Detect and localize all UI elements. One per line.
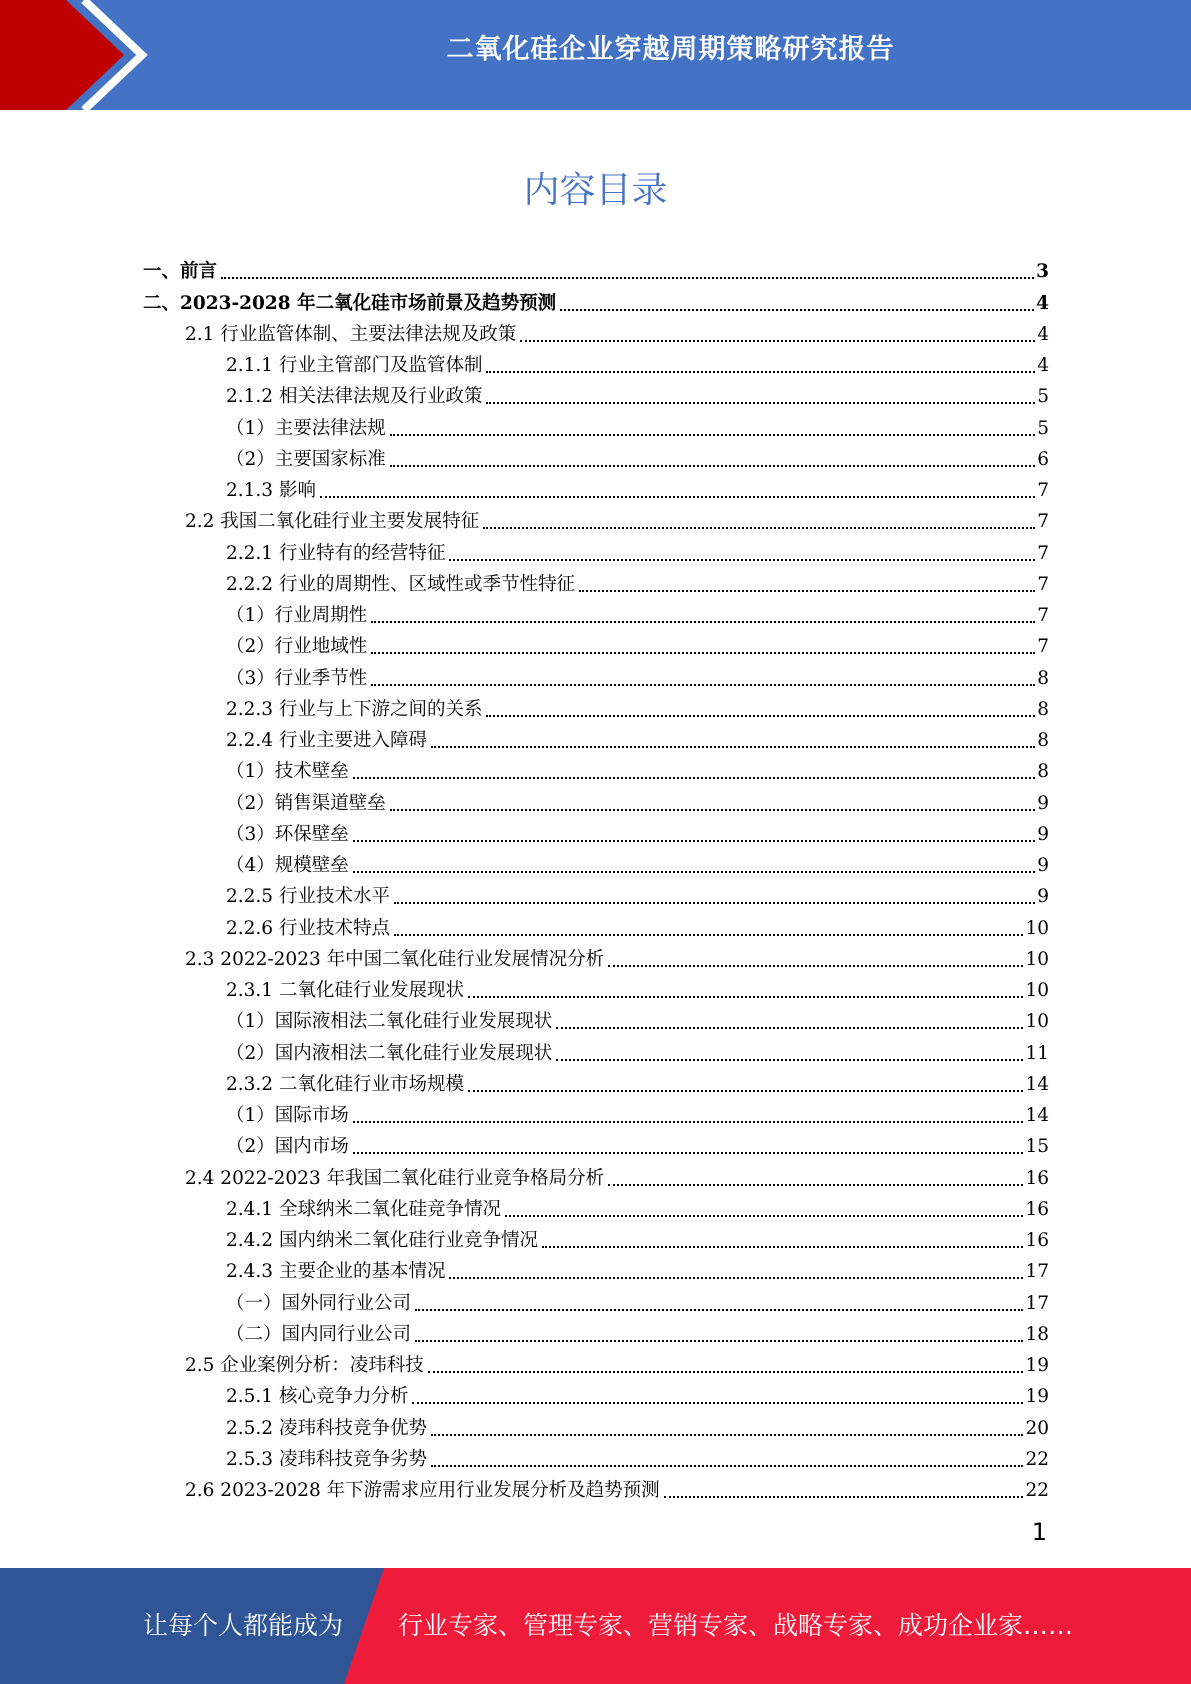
toc-entry-page: 10 [1025,980,1049,1001]
toc-dot-leader [371,651,1035,654]
toc-entry[interactable] [143,1129,1049,1160]
toc-entry-title: 2.5.2 凌玮科技竞争优势 [226,1417,427,1439]
toc-entry-page: 7 [1037,542,1049,564]
toc-entry-page: 7 [1037,605,1049,626]
toc-entry-page: 10 [1025,1011,1049,1033]
toc-entry-title: 2.5.3 凌玮科技竞争劣势 [226,1448,427,1470]
toc-entry[interactable] [143,254,1049,285]
toc-dot-leader [431,745,1035,748]
toc-entry-title: 2.2.4 行业主要进入障碍 [226,730,427,751]
footer-slogan-left: 让每个人都能成为 [143,1611,344,1640]
toc-entry-title: 2.4.3 主要企业的基本情况 [226,1261,446,1283]
toc-dot-leader [371,683,1035,686]
toc-entry-page: 9 [1037,823,1049,845]
toc-entry[interactable] [143,1410,1049,1441]
toc-entry-page: 8 [1037,730,1049,751]
toc-entry-title: 2.3 2022-2023 年中国二氧化硅行业发展情况分析 [185,948,605,970]
toc-entry-page: 22 [1025,1480,1049,1501]
toc-entry-page: 20 [1025,1417,1049,1439]
toc-entry-title: 2.4.1 全球纳米二氧化硅竞争情况 [226,1198,501,1220]
toc-entry-title: （2）国内液相法二氧化硅行业发展现状 [226,1042,553,1064]
toc-entry[interactable] [143,598,1049,629]
toc-entry[interactable] [143,879,1049,910]
toc-entry-page: 9 [1037,886,1049,908]
toc-entry-title: 2.1.1 行业主管部门及监管体制 [226,355,483,376]
toc-dot-leader [353,870,1035,873]
toc-dot-leader [486,714,1035,717]
toc-dot-leader [431,1433,1023,1436]
toc-dot-leader [353,1151,1024,1154]
toc-entry-title: 2.4 2022-2023 年我国二氧化硅行业竞争格局分析 [185,1167,605,1189]
toc-entry-page: 14 [1025,1105,1049,1126]
toc-entry-title: 2.2.6 行业技术特点 [226,917,390,939]
toc-entry[interactable] [143,1004,1049,1035]
toc-entry[interactable] [143,1442,1049,1473]
toc-dot-leader [415,1339,1023,1342]
toc-dot-leader [221,276,1034,279]
toc-entry[interactable] [143,723,1049,754]
toc-entry-page: 4 [1037,323,1049,345]
toc-dot-leader [394,933,1023,936]
toc-entry-title: 2.2.1 行业特有的经营特征 [226,542,446,564]
toc-entry[interactable] [143,535,1049,566]
toc-entry-title: 2.3.2 二氧化硅行业市场规模 [226,1073,464,1095]
toc-entry-title: （1）行业周期性 [226,605,368,626]
toc-entry-title: 2.4.2 国内纳米二氧化硅行业竞争情况 [226,1230,538,1251]
toc-dot-leader [486,370,1035,373]
toc-entry-title: （1）国际市场 [226,1105,349,1126]
toc-entry[interactable] [143,1098,1049,1129]
toc-entry-title: 2.3.1 二氧化硅行业发展现状 [226,980,464,1001]
toc-entry-page: 19 [1025,1386,1049,1408]
toc-dot-leader [468,1089,1023,1092]
toc-dot-leader [608,964,1023,967]
toc-entry-title: （3）行业季节性 [226,667,368,689]
table-of-contents [143,254,1049,1504]
toc-dot-leader [390,433,1035,436]
toc-entry[interactable] [143,473,1049,504]
toc-dot-leader [428,1370,1024,1373]
toc-entry[interactable] [143,379,1049,410]
page-footer [0,1568,1191,1684]
toc-entry-page: 4 [1037,355,1049,376]
toc-entry-page: 6 [1037,448,1049,470]
toc-entry[interactable] [143,1379,1049,1410]
toc-entry-page: 22 [1025,1448,1049,1470]
toc-entry-page: 3 [1036,261,1049,283]
toc-entry-title: 2.2.5 行业技术水平 [226,886,390,908]
toc-dot-leader [394,901,1035,904]
toc-entry[interactable] [143,942,1049,973]
toc-entry-page: 8 [1037,667,1049,689]
toc-dot-leader [579,589,1035,592]
toc-entry-page: 4 [1036,292,1049,314]
footer-slogan-right: 行业专家、管理专家、营销专家、战略专家、成功企业家…… [398,1611,1074,1640]
toc-entry[interactable] [143,1160,1049,1191]
toc-entry-page: 5 [1037,417,1049,439]
toc-entry-page: 10 [1025,948,1049,970]
toc-dot-leader [556,1026,1023,1029]
toc-dot-leader [520,339,1035,342]
toc-entry-title: （2）销售渠道壁垒 [226,792,386,814]
toc-entry[interactable] [143,660,1049,691]
toc-dot-leader [412,1401,1023,1404]
toc-entry[interactable] [143,1254,1049,1285]
toc-entry[interactable] [143,1035,1049,1066]
toc-entry[interactable] [143,348,1049,379]
toc-dot-leader [560,308,1034,311]
toc-entry-page: 7 [1037,573,1049,595]
toc-entry[interactable] [143,285,1049,316]
toc-entry[interactable] [143,973,1049,1004]
toc-entry-page: 17 [1025,1261,1049,1283]
toc-entry[interactable] [143,1317,1049,1348]
toc-dot-leader [486,401,1035,404]
toc-dot-leader [608,1183,1023,1186]
toc-entry-page: 14 [1025,1073,1049,1095]
toc-dot-leader [431,1464,1023,1467]
toc-entry-title: （1）主要法律法规 [226,417,386,439]
toc-entry-title: （2）主要国家标准 [226,448,386,470]
toc-entry-page: 18 [1025,1323,1049,1345]
page-header [0,0,1191,110]
toc-dot-leader [320,495,1035,498]
toc-entry-page: 19 [1025,1355,1049,1376]
toc-entry[interactable] [143,1223,1049,1254]
toc-entry-page: 7 [1037,636,1049,658]
toc-entry-title: （1）国际液相法二氧化硅行业发展现状 [226,1011,553,1033]
toc-entry-title: 2.2 我国二氧化硅行业主要发展特征 [185,511,480,533]
toc-heading: 内容目录 [523,170,668,211]
toc-entry[interactable] [143,1285,1049,1316]
toc-entry[interactable] [143,410,1049,441]
toc-entry-page: 5 [1037,386,1049,408]
toc-entry-title: 2.1 行业监管体制、主要法律法规及政策 [185,323,517,345]
toc-entry[interactable] [143,1192,1049,1223]
toc-entry-page: 7 [1037,511,1049,533]
toc-entry-page: 7 [1037,480,1049,501]
toc-entry-page: 16 [1025,1198,1049,1220]
toc-entry-title: （2）国内市场 [226,1136,349,1158]
toc-entry[interactable] [143,785,1049,816]
toc-entry-title: （4）规模壁垒 [226,855,349,876]
toc-entry[interactable] [143,692,1049,723]
toc-dot-leader [390,464,1035,467]
toc-entry-title: 2.1.3 影响 [226,480,316,501]
toc-entry[interactable] [143,1067,1049,1098]
toc-dot-leader [664,1495,1024,1498]
toc-dot-leader [353,776,1035,779]
toc-entry[interactable] [143,317,1049,348]
toc-entry-page: 9 [1037,792,1049,814]
toc-entry[interactable] [143,629,1049,660]
toc-entry-page: 17 [1025,1292,1049,1314]
toc-entry-title: （1）技术壁垒 [226,761,349,783]
toc-entry[interactable] [143,442,1049,473]
toc-entry[interactable] [143,848,1049,879]
toc-dot-leader [542,1245,1023,1248]
toc-dot-leader [449,558,1035,561]
toc-dot-leader [483,526,1035,529]
toc-dot-leader [371,620,1035,623]
toc-dot-leader [468,995,1023,998]
toc-dot-leader [353,1120,1024,1123]
toc-entry-page: 15 [1025,1136,1049,1158]
toc-entry-title: 2.2.3 行业与上下游之间的关系 [226,698,483,720]
toc-entry-title: 2.5.1 核心竞争力分析 [226,1386,409,1408]
toc-entry-title: 一、前言 [143,261,218,283]
toc-dot-leader [449,1276,1023,1279]
toc-entry-title: （一）国外同行业公司 [226,1292,412,1314]
toc-entry-page: 8 [1037,698,1049,720]
toc-entry[interactable] [143,504,1049,535]
toc-entry-title: （二）国内同行业公司 [226,1323,412,1345]
toc-entry-page: 11 [1025,1042,1049,1064]
toc-entry-page: 9 [1037,855,1049,876]
toc-entry-title: （2）行业地域性 [226,636,368,658]
toc-entry-page: 8 [1037,761,1049,783]
toc-entry-title: 2.2.2 行业的周期性、区域性或季节性特征 [226,573,575,595]
toc-entry[interactable] [143,754,1049,785]
toc-dot-leader [556,1058,1023,1061]
toc-entry[interactable] [143,567,1049,598]
toc-entry-title: 2.1.2 相关法律法规及行业政策 [226,386,483,408]
toc-entry[interactable] [143,817,1049,848]
toc-dot-leader [390,808,1035,811]
toc-entry-page: 10 [1025,917,1049,939]
toc-dot-leader [415,1308,1023,1311]
toc-dot-leader [505,1214,1023,1217]
toc-entry[interactable] [143,1348,1049,1379]
toc-entry-page: 16 [1025,1167,1049,1189]
page-number: 1 [1031,1518,1047,1546]
toc-entry-title: 2.6 2023-2028 年下游需求应用行业发展分析及趋势预测 [185,1480,660,1501]
toc-entry-title: （3）环保壁垒 [226,823,349,845]
toc-entry-title: 二、2023-2028 年二氧化硅市场前景及趋势预测 [143,292,557,314]
report-title: 二氧化硅企业穿越周期策略研究报告 [446,34,895,65]
toc-dot-leader [353,839,1035,842]
toc-entry-page: 16 [1025,1230,1049,1251]
toc-entry[interactable] [143,910,1049,941]
toc-entry[interactable] [143,1473,1049,1504]
toc-entry-title: 2.5 企业案例分析：凌玮科技 [185,1355,424,1376]
